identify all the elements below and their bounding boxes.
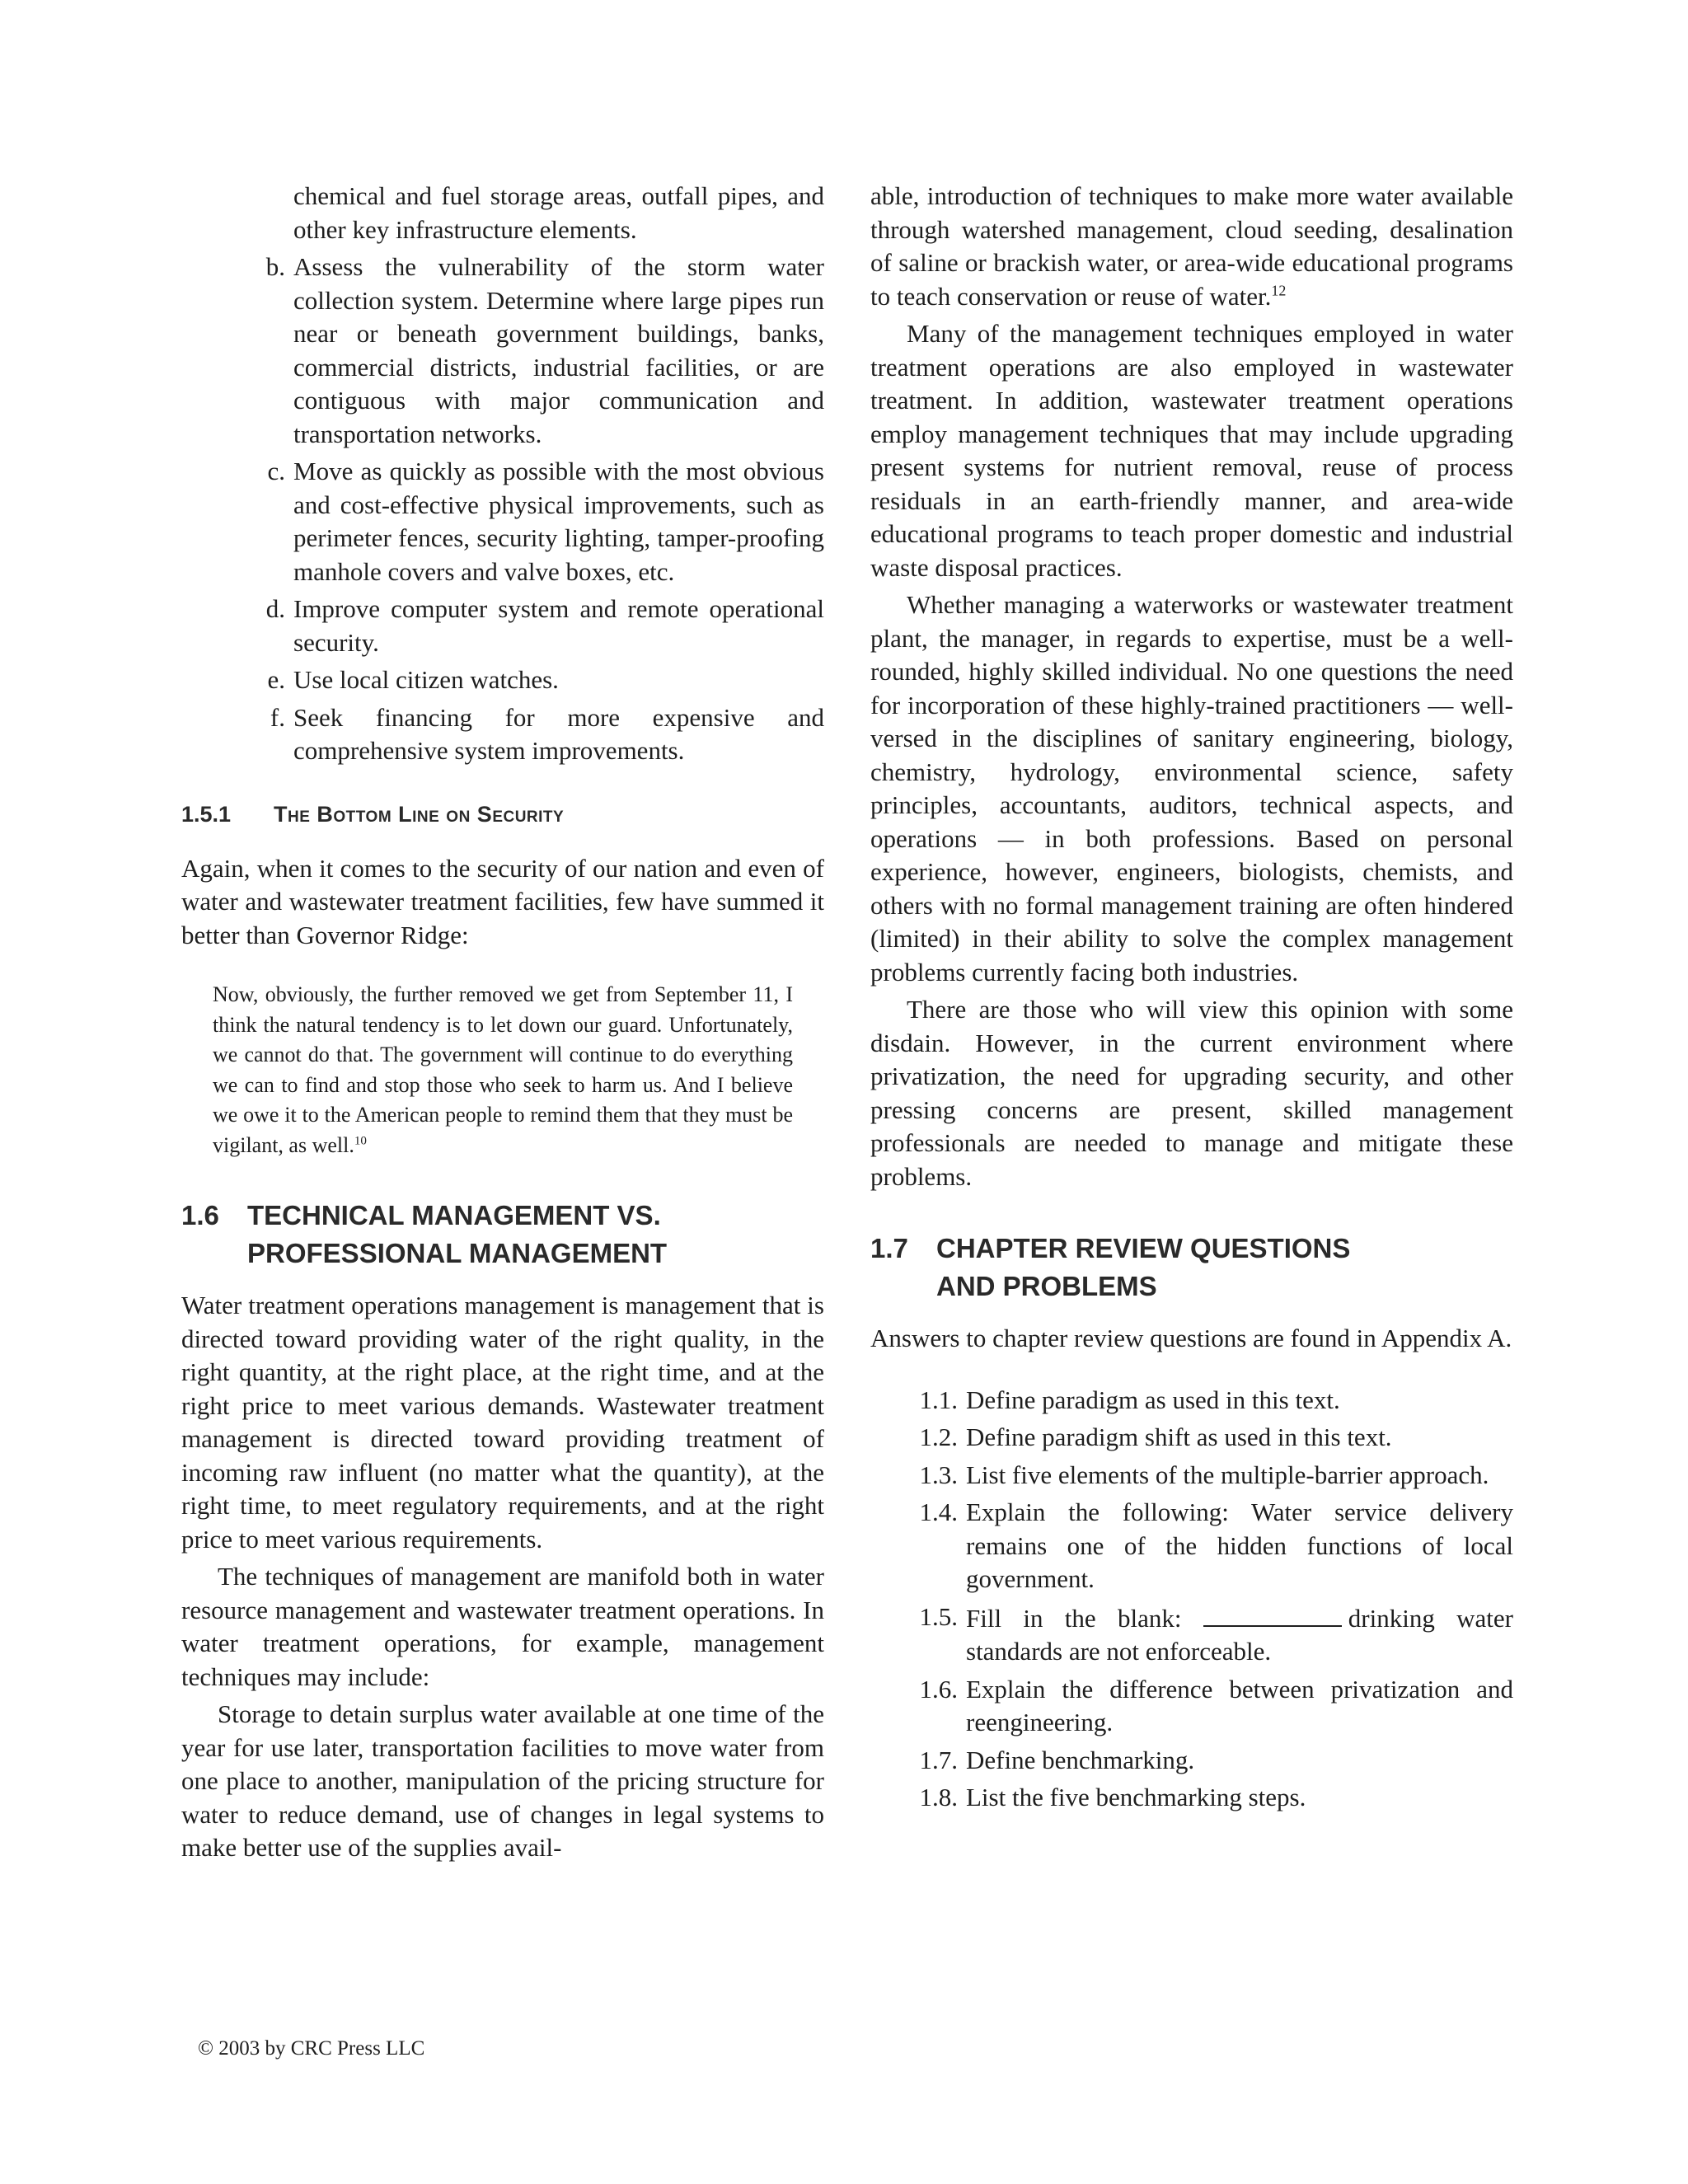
question-number: 1.2. (919, 1422, 958, 1451)
review-questions-list (870, 1384, 1513, 1815)
list-item-label: d. (265, 594, 285, 623)
question-text: Explain the following: Water service delivery remains one of the hidden functions of local government. (966, 1497, 1513, 1593)
question-text: List five elements of the multiple-barrier approach. (966, 1460, 1489, 1489)
block-quote (181, 980, 824, 1160)
copyright-footer: © 2003 by CRC Press LLC (198, 2037, 425, 2060)
paragraph-ridge-intro: Again, when it comes to the security of our nation and even of water and wastewater treatment facilities, few have summed it better than Governor Ridge: (181, 853, 824, 949)
left-column (181, 180, 824, 1865)
question-number: 1.1. (919, 1385, 958, 1414)
question-number: 1.8. (919, 1783, 958, 1811)
paragraph-manager-expertise: Whether managing a waterworks or wastewater treatment plant, the manager, in regards to expertise, must be a well-rounded, highly skilled individual. No one questions the need for incorporation of these highly-trained practitioners — well-versed in the disciplines of sanitary engineering, biology, chemistry, hydrology, environmental science, safety principles, accountants, auditors, technical aspects, and operations — in both professions. Based on personal experience, however, engineers, biologists, chemists, and others with no formal management training are often hindered (limited) in their ability to solve the complex management problems currently facing both industries. (870, 590, 1513, 987)
question-text: Define paradigm shift as used in this text. (966, 1422, 1392, 1451)
question-number: 1.5. (919, 1601, 958, 1631)
fill-in-blank-line (1203, 1601, 1342, 1627)
list-item-continued: chemical and fuel storage areas, outfall pipes, and other key infrastructure elements. (293, 181, 824, 244)
question-number: 1.3. (919, 1460, 958, 1489)
paragraph-storage: Storage to detain surplus water available at one time of the year for use later, transportation facilities to move water from one place to another, manipulation of the pricing structure for water to reduce demand, use of changes in legal systems to make better use of the supplies avail- (181, 1699, 824, 1862)
question-item (907, 1496, 1513, 1596)
list-item-text: Use local citizen watches. (293, 665, 559, 694)
list-item-label: f. (270, 702, 285, 732)
question-text: Define paradigm as used in this text. (966, 1385, 1340, 1414)
list-item (257, 593, 824, 659)
list-item-text: Seek financing for more expensive and comprehensive system improvements. (293, 702, 824, 765)
section-number: 1.6 (181, 1200, 219, 1230)
section-heading-1-6 (181, 1197, 824, 1272)
question-number: 1.7. (919, 1745, 958, 1774)
question-number: 1.6. (919, 1674, 958, 1704)
quote-text: Now, obviously, the further removed we get from September 11, I think the natural tendency is to let down our guard. Unfortunately, we cannot do that. The government will continue to do everything we can to find and stop those who seek to harm us. And I believe we owe it to the American people to remind them that they must be vigilant, as well. (213, 982, 793, 1157)
question-text: Explain the difference between privatization and reengineering. (966, 1674, 1513, 1736)
section-number: 1.5.1 (181, 801, 232, 827)
list-item (257, 663, 824, 697)
question-item (907, 1459, 1513, 1493)
list-item-label: c. (267, 457, 285, 485)
paragraph-opinion: There are those who will view this opinion with some disdain. However, in the current environment where privatization, the need for upgrading security, and other pressing concerns are present, skilled management professionals are needed to manage and mitigate these problems. (870, 995, 1513, 1191)
list-item (257, 455, 824, 588)
question-text: Define benchmarking. (966, 1745, 1195, 1774)
paragraph-wastewater-techniques: Many of the management techniques employed in water treatment operations are also employed in wastewater treatment. In addition, wastewater treatment operations employ management techniques that may include upgrading present systems for nutrient removal, reuse of process residuals in an earth-friendly manner, and area-wide educational programs to teach proper domestic and industrial waste disposal practices. (870, 319, 1513, 582)
question-text: Fill in the blank: drinking water standards are not enforceable. (966, 1601, 1513, 1669)
question-item (907, 1673, 1513, 1740)
question-item (907, 1384, 1513, 1418)
action-list (181, 251, 824, 768)
question-item (907, 1601, 1513, 1669)
section-heading-1-7 (870, 1230, 1513, 1305)
section-heading-1-5-1 (181, 799, 824, 829)
question-text: List the five benchmarking steps. (966, 1783, 1306, 1811)
paragraph-techniques: The techniques of management are manifold both in water resource management and wastewater treatment operations. In water treatment operations, for example, management techniques may include: (181, 1562, 824, 1691)
list-item (257, 251, 824, 451)
paragraph-continued: able, introduction of techniques to make more water available through watershed management, cloud seeding, desalination of saline or brackish water, or area-wide educational programs to teach conservation or reuse of water.$^{12}$ (870, 181, 1513, 311)
paragraph-answers-note: Answers to chapter review questions are found in Appendix A. (870, 1324, 1512, 1352)
list-item-text: Move as quickly as possible with the most obvious and cost-effective physical improvements, such as perimeter fences, security lighting, tamper-proofing manhole covers and valve boxes, etc. (293, 457, 824, 586)
question-number: 1.4. (919, 1497, 958, 1526)
list-item-text: Improve computer system and remote operational security. (293, 594, 824, 657)
question-item (907, 1781, 1513, 1815)
right-column (870, 180, 1513, 1819)
list-item-label: b. (265, 252, 285, 281)
question-item (907, 1421, 1513, 1455)
list-item-text: Assess the vulnerability of the storm water collection system. Determine where large pipes run near or beneath government buildings, banks, commercial districts, industrial facilities, or are contiguous with major communication and transportation networks. (293, 252, 824, 448)
section-number: 1.7 (870, 1233, 908, 1263)
question-item (907, 1744, 1513, 1778)
footnote-ref: 12 (1271, 282, 1287, 299)
list-item-label: e. (267, 665, 285, 694)
paragraph-management-definition: Water treatment operations management is management that is directed toward providing water of the right quality, in the right quantity, at the right place, at the right time, and at the right price to meet various demands. Wastewater treatment management is directed toward providing treatment of incoming raw influent (no matter what the quantity), at the right time, to meet regulatory requirements, and at the right price to meet various requirements. (181, 1291, 824, 1554)
list-item (257, 701, 824, 768)
section-title: TECHNICAL MANAGEMENT VS. PROFESSIONAL MANAGEMENT (247, 1200, 668, 1268)
section-title: CHAPTER REVIEW QUESTIONS AND PROBLEMS (936, 1233, 1351, 1301)
section-title: The Bottom Line on Security (274, 801, 565, 827)
footnote-ref: 10 (354, 1133, 367, 1147)
